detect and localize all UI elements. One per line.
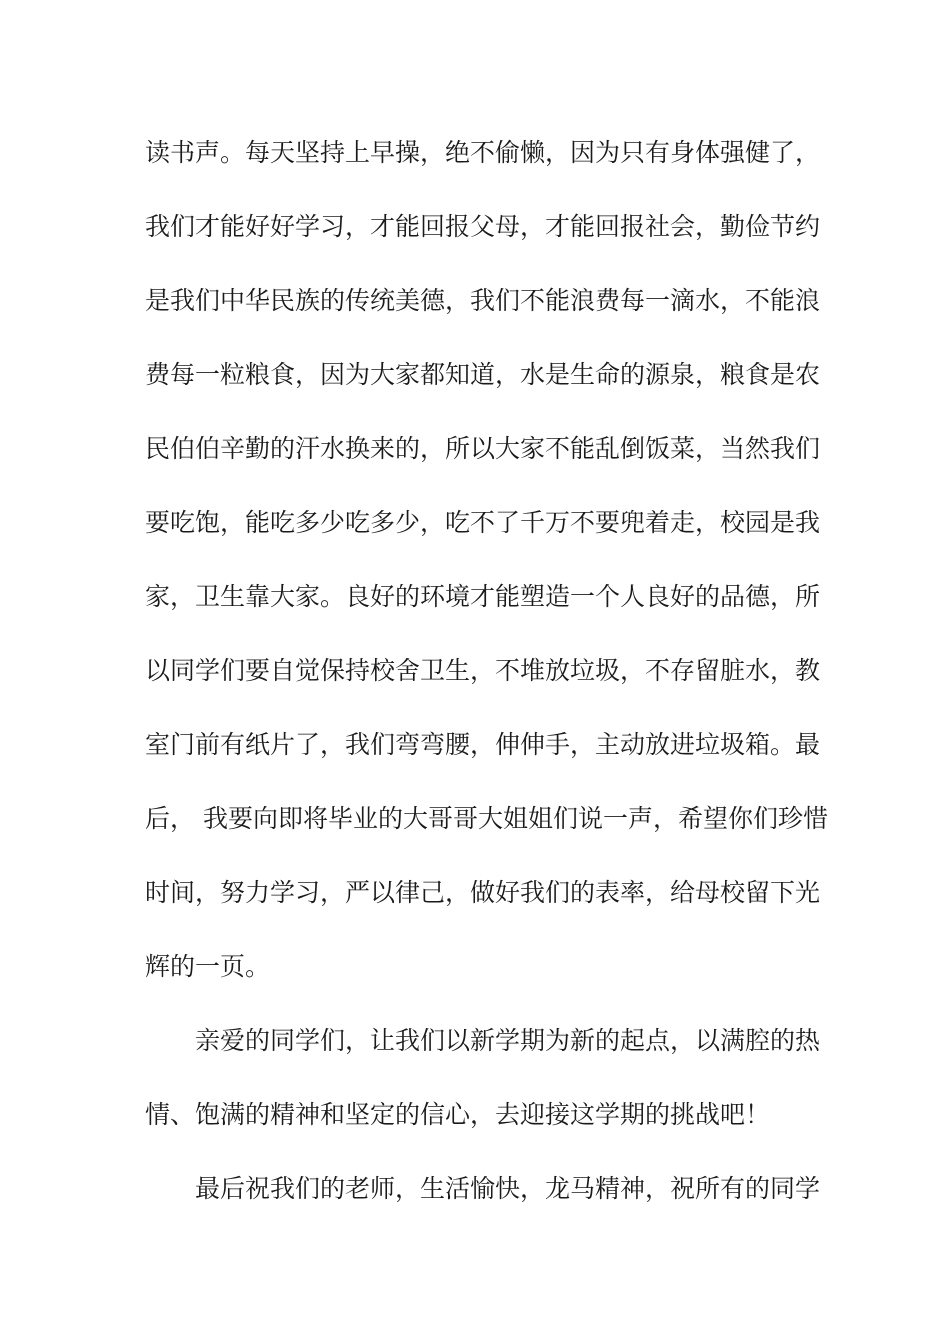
text-line: 室门前有纸片了，我们弯弯腰，伸伸手，主动放进垃圾箱。最 <box>145 730 821 759</box>
text-line: 以同学们要自觉保持校舍卫生，不堆放垃圾，不存留脏水，教 <box>145 656 821 685</box>
text-line: 情、饱满的精神和坚定的信心，去迎接这学期的挑战吧！ <box>145 1100 771 1129</box>
text-line: 读书声。每天坚持上早操，绝不偷懒，因为只有身体强健了， <box>145 138 821 167</box>
paragraph-first-line: 最后祝我们的老师，生活愉快，龙马精神，祝所有的同学 <box>195 1174 821 1203</box>
text-line: 民伯伯辛勤的汗水换来的，所以大家不能乱倒饭菜，当然我们 <box>145 434 821 463</box>
text-line: 是我们中华民族的传统美德，我们不能浪费每一滴水，不能浪 <box>145 286 821 315</box>
text-line: 时间，努力学习，严以律己，做好我们的表率，给母校留下光 <box>145 878 821 907</box>
paragraph-first-line: 亲爱的同学们，让我们以新学期为新的起点，以满腔的热 <box>195 1026 821 1055</box>
text-line: 辉的一页。 <box>145 952 271 981</box>
text-line: 我们才能好好学习，才能回报父母，才能回报社会，勤俭节约 <box>145 212 821 241</box>
text-line: 后， 我要向即将毕业的大哥哥大姐姐们说一声，希望你们珍惜 <box>145 804 828 833</box>
document-body <box>145 128 828 1238</box>
text-line: 家，卫生靠大家。良好的环境才能塑造一个人良好的品德，所 <box>145 582 821 611</box>
text-line: 费每一粒粮食，因为大家都知道，水是生命的源泉，粮食是农 <box>145 360 821 389</box>
text-line: 要吃饱，能吃多少吃多少，吃不了千万不要兜着走，校园是我 <box>145 508 821 537</box>
